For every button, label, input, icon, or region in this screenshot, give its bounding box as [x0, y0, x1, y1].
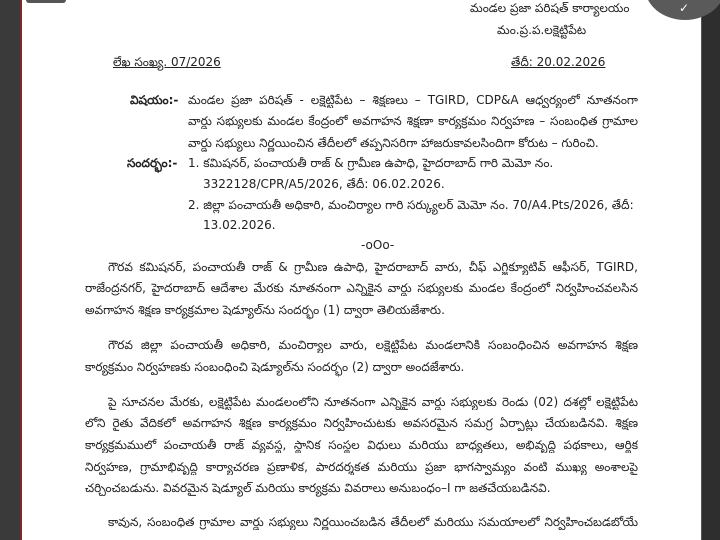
office-place: మం.ప్ర.ప.లక్షెట్టిపేట — [497, 23, 587, 37]
subject-label: విషయం:- — [130, 93, 179, 107]
scan-right-edge — [701, 0, 720, 540]
subject-line: మండల ప్రజా పరిషత్ - లక్షెట్టిపేట – శిక్షణలు – TGIRD, CDP&A ఆధ్వర్యంలో నూతనంగా — [188, 93, 638, 107]
paragraph-line: నిర్వహణ, గ్రామాభివృద్ధి కార్యాచరణ ప్రణాళిక, పారదర్శకత మరియు ప్రజా భాగస్వామ్యం వంటి ముఖ్య అంశాలపై — [85, 460, 638, 474]
subject-line: వార్డు సభ్యులకు మండల కేంద్రంలో అవగాహన శిక్షణా కార్యక్రమం నిర్వహణ – సంబంధిత గ్రామాల — [188, 114, 638, 128]
top-tab-handle — [26, 0, 66, 3]
letter-date: తేదీ: 20.02.2026 — [511, 55, 606, 69]
reference-number: లేఖ సంఖ్య. 07/2026 — [113, 55, 221, 69]
reference-item: 1. కమిషనర్, పంచాయతీ రాజ్ & గ్రామీణ ఉపాధి, హైదరాబాద్ గారి మెమో నం. — [188, 156, 554, 170]
paragraph-line: కావున, సంబంధిత గ్రామాల వార్డు సభ్యులు నిర్ణయించబడిన తేదీలలో మరియు సమయాలలో నిర్వహించబడబోయే — [108, 515, 638, 529]
subject-line: వార్డు సభ్యులు నిర్ణయించిన తేదీలలో తప్పనిసరిగా హాజరుకావలసిందిగా కోరుట – గురించి. — [188, 136, 599, 150]
paragraph-line: గౌరవ కమిషనర్, పంచాయతీ రాజ్ & గ్రామీణ ఉపాధి, హైదరాబాద్ వారు, చీఫ్ ఎగ్జిక్యూటివ్ ఆఫీసర్, TGIRD, — [108, 260, 638, 274]
paragraph-line: కార్యక్రమములో పంచాయతీ రాజ్ వ్యవస్థ, స్థానిక సంస్థల విధులు మరియు బాధ్యతలు, అభివృద్ధి పథకాలు, ఆర్థిక — [85, 438, 638, 452]
office-name: మండల ప్రజా పరిషత్ కార్యాలయం — [470, 1, 630, 15]
reference-item: 2. జిల్లా పంచాయతీ అధికారి, మంచిర్యాల గారి సర్క్యులర్ మెమో నం. 70/A4.Pts/2026, తేదీ: — [188, 198, 634, 212]
paragraph-line: గౌరవ జిల్లా పంచాయతీ అధికారి, మంచిర్యాల వారు, లక్షెట్టిపేట మండలానికి సంబంధించిన అవగాహన శిక్షణ — [108, 338, 638, 352]
separator: -oOo- — [361, 238, 395, 252]
scan-left-edge — [0, 0, 22, 540]
paragraph-line: పై సూచనల మేరకు, లక్షెట్టిపేట మండలంలోని నూతనంగా ఎన్నికైన వార్డు సభ్యులకు రెండు (02) దశల్లో లక్షెట్టిపేట — [108, 395, 638, 409]
reference-item: 3322128/CPR/A5/2026, తేదీ: 06.02.2026. — [203, 177, 445, 191]
paragraph-line: రాజేంద్రనగర్, హైదరాబాద్ ఆదేశాల మేరకు నూతనంగా ఎన్నికైన వార్డు సభ్యులకు మండల కేంద్రంలో నిర్వహించవలసిన — [85, 281, 638, 295]
references-label: సందర్భం:- — [127, 156, 178, 170]
paragraph-line: చర్చించబడును. వివరమైన షెడ్యూల్ మరియు కార్యక్రమ వివరాలు అనుబంధం–I గా జతచేయబడినవి. — [85, 481, 551, 495]
paragraph-line: అవగాహన శిక్షణ కార్యక్రమాల షెడ్యూల్‌ను సందర్భం (1) ద్వారా తెలియజేశారు. — [85, 303, 445, 317]
paragraph-line: లోని రైతు వేదికలో అవగాహన శిక్షణ కార్యక్రమం నిర్వహించుటకు అవసరమైన సమగ్ర ఏర్పాట్లు చేయబడినవి. శిక్షణ — [85, 416, 638, 430]
paragraph-line: కార్యక్రమం నిర్వహణకు సంబంధించి షెడ్యూల్‌ను సందర్భం (2) ద్వారా అందజేశారు. — [85, 360, 465, 374]
reference-item: 13.02.2026. — [203, 218, 276, 232]
check-icon: ✓ — [679, 1, 690, 15]
